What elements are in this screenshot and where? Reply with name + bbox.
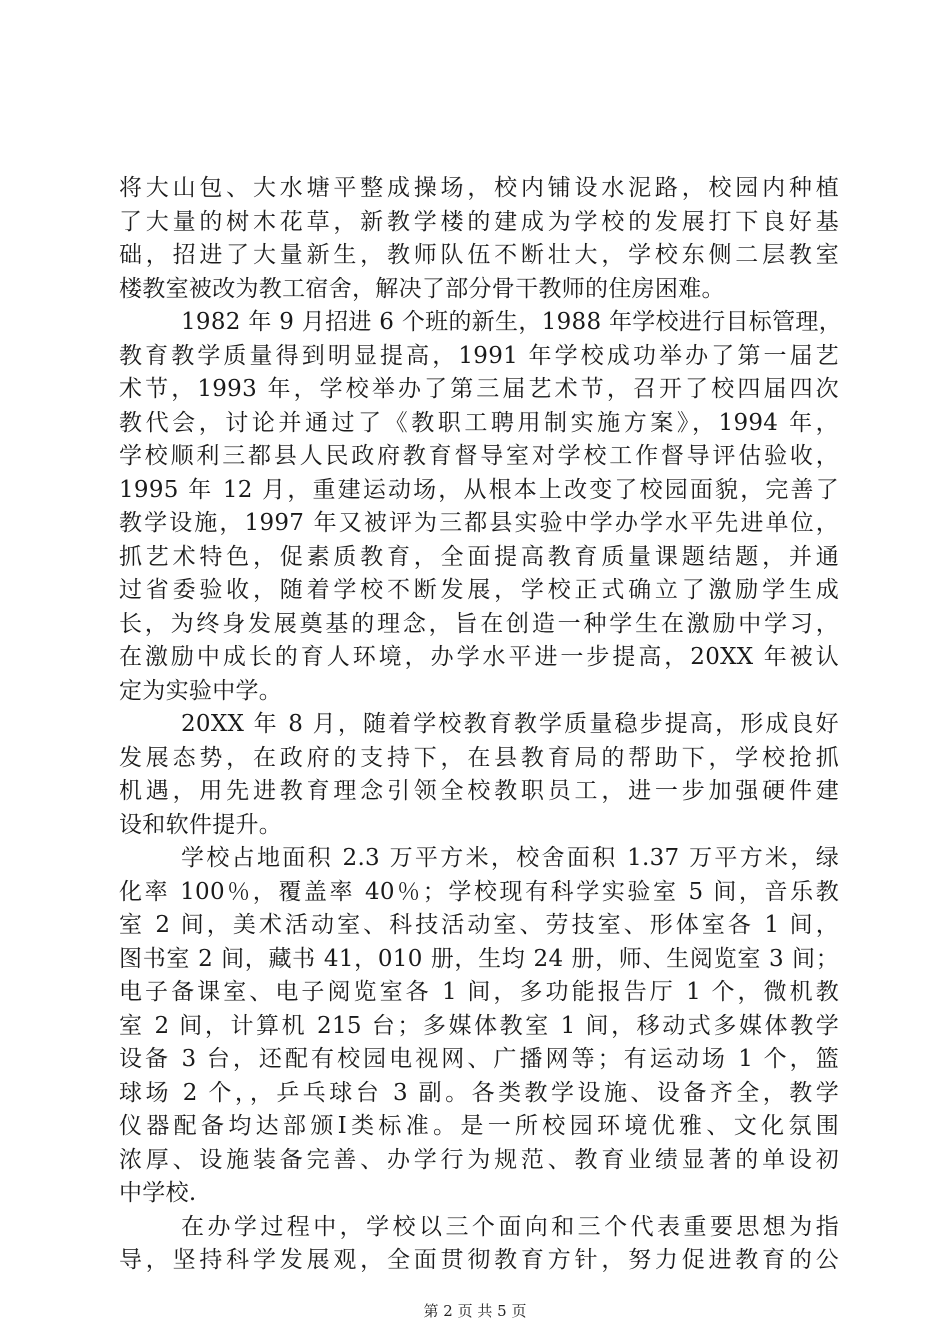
text-line: 20XX 年 8 月，随着学校教育教学质量稳步提高，形成良好	[181, 711, 839, 737]
text-line: 过省委验收，随着学校不断发展，学校正式确立了激励学生成	[119, 577, 839, 603]
text-line: 化率 100％，覆盖率 40％；学校现有科学实验室 5 间，音乐教	[119, 878, 839, 905]
text-line: 图书室 2 间，藏书 41，010 册，生均 24 册，师、生阅览室 3 间；	[119, 945, 839, 972]
text-line: 学校占地面积 2.3 万平方米，校舍面积 1.37 万平方米，绿	[181, 845, 839, 871]
text-line: 教育教学质量得到明显提高，1991 年学校成功举办了第一届艺	[119, 342, 839, 369]
text-line: 教学设施，1997 年又被评为三都县实验中学办学水平先进单位，	[119, 510, 839, 536]
text-line: 1995 年 12 月，重建运动场，从根本上改变了校园面貌，完善了	[119, 476, 839, 503]
text-line: 球场 2 个，，乒乓球台 3 副。各类教学设施、设备齐全，教学	[119, 1079, 839, 1106]
text-line: 长，为终身发展奠基的理念，旨在创造一种学生在激励中学习，	[119, 610, 839, 637]
text-line: 电子备课室、电子阅览室各 1 间，多功能报告厅 1 个，微机教	[119, 979, 839, 1005]
text-line: 室 2 间，美术活动室、科技活动室、劳技室、形体室各 1 间，	[119, 912, 839, 938]
text-line: 在激励中成长的育人环境，办学水平进一步提高，20XX 年被认	[119, 644, 839, 670]
text-line: 中学校.	[119, 1180, 197, 1206]
text-line: 设和软件提升。	[119, 811, 283, 838]
text-line: 室 2 间，计算机 215 台；多媒体教室 1 间，移动式多媒体教学	[119, 1012, 839, 1039]
text-line: 仪器配备均达部颁Ⅰ类标准。是一所校园环境优雅、文化氛围	[119, 1113, 839, 1139]
text-line: 教代会，讨论并通过了《教职工聘用制实施方案》，1994 年，	[119, 409, 839, 436]
text-line: 抓艺术特色，促素质教育，全面提高教育质量课题结题，并通	[119, 543, 839, 570]
body-text	[119, 172, 842, 1278]
text-line: 1982 年 9 月招进 6 个班的新生，1988 年学校进行目标管理，	[181, 309, 842, 335]
text-line: 导，坚持科学发展观，全面贯彻教育方针，努力促进教育的公	[119, 1247, 839, 1273]
page-footer: 第 2 页 共 5 页	[423, 1302, 527, 1320]
text-line: 发展态势，在政府的支持下，在县教育局的帮助下，学校抢抓	[119, 744, 839, 771]
text-line: 定为实验中学。	[119, 677, 283, 704]
text-line: 学校顺利三都县人民政府教育督导室对学校工作督导评估验收，	[119, 443, 839, 469]
text-line: 础，招进了大量新生，教师队伍不断壮大，学校东侧二层教室	[119, 242, 839, 268]
text-line: 将大山包、大水塘平整成操场，校内铺设水泥路，校园内种植	[119, 175, 839, 201]
text-line: 术节，1993 年，学校举办了第三届艺术节，召开了校四届四次	[119, 376, 839, 402]
text-line: 浓厚、设施装备完善、办学行为规范、教育业绩显著的单设初	[119, 1146, 839, 1173]
text-line: 机遇，用先进教育理念引领全校教职员工，进一步加强硬件建	[119, 778, 839, 804]
text-line: 在办学过程中，学校以三个面向和三个代表重要思想为指	[181, 1213, 839, 1240]
text-line: 楼教室被改为教工宿舍，解决了部分骨干教师的住房困难。	[119, 275, 725, 302]
text-line: 设备 3 台，还配有校园电视网、广播网等；有运动场 1 个，篮	[119, 1046, 839, 1072]
text-line: 了大量的树木花草，新教学楼的建成为学校的发展打下良好基	[119, 208, 839, 235]
